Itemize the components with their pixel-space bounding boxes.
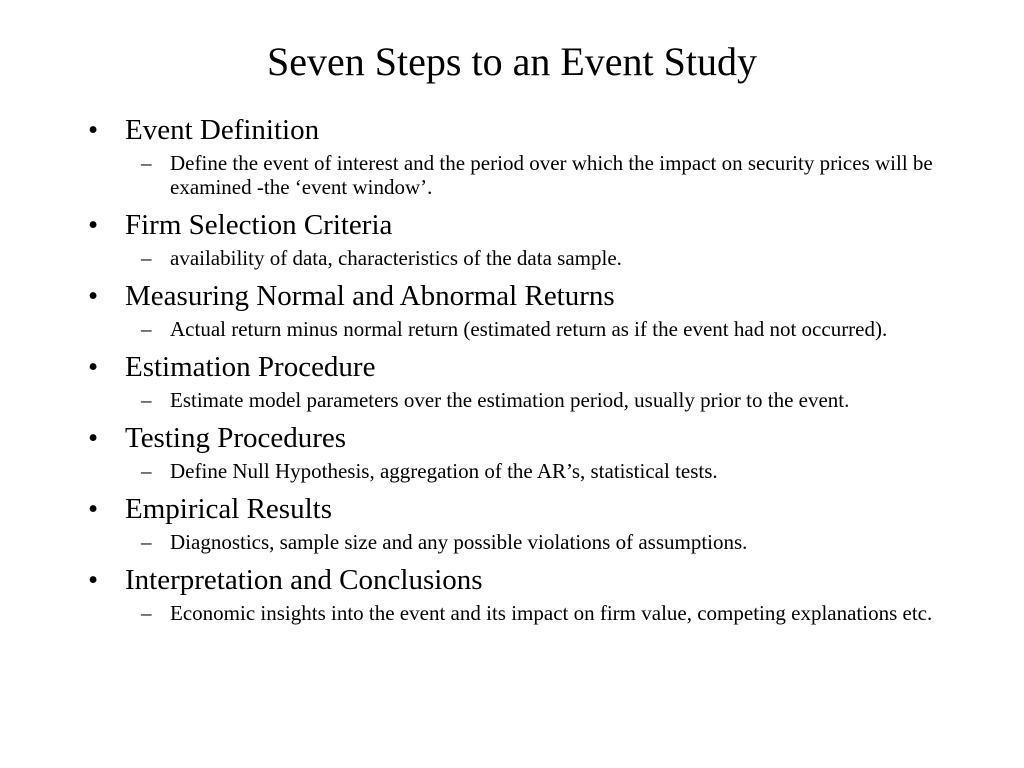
bullet-item-event-definition [88,111,948,199]
sub-bullet-item [88,459,948,483]
bullet-heading: Estimation Procedure [125,351,376,383]
bullet-heading: Testing Procedures [125,422,347,454]
sub-bullet-item [88,388,948,412]
bullet-icon: • [88,114,99,146]
bullet-icon: • [88,351,99,383]
bullet-item-normal-abnormal-returns [88,277,948,341]
sub-bullet-item [88,246,948,270]
sub-bullet-text: Economic insights into the event and its impact on firm value, competing explanations etc. [170,601,933,625]
bullet-heading: Firm Selection Criteria [125,209,393,241]
sub-bullet-text: Define the event of interest and the period over which the impact on security prices will be examined -the ‘event window’. [170,151,933,199]
dash-icon: – [141,151,152,175]
dash-icon: – [141,530,152,554]
sub-bullet-item [88,151,948,199]
sub-bullet-text: Estimate model parameters over the estimation period, usually prior to the event. [170,388,850,412]
bullet-item-estimation-procedure [88,348,948,412]
bullet-icon: • [88,422,99,454]
dash-icon: – [141,601,152,625]
sub-bullet-text: Actual return minus normal return (estimated return as if the event had not occurred). [170,317,888,341]
dash-icon: – [141,317,152,341]
sub-bullet-item [88,530,948,554]
bullet-heading: Event Definition [125,114,320,146]
bullet-icon: • [88,280,99,312]
bullet-icon: • [88,493,99,525]
bullet-heading: Interpretation and Conclusions [125,564,483,596]
dash-icon: – [141,388,152,412]
bullet-list [88,111,948,632]
slide-title: Seven Steps to an Event Study [267,39,757,84]
bullet-icon: • [88,209,99,241]
sub-bullet-text: availability of data, characteristics of the data sample. [170,246,622,270]
bullet-item-testing-procedures [88,419,948,483]
bullet-heading: Measuring Normal and Abnormal Returns [125,280,615,312]
bullet-item-interpretation-conclusions [88,561,948,625]
dash-icon: – [141,246,152,270]
sub-bullet-text: Define Null Hypothesis, aggregation of the AR’s, statistical tests. [170,459,718,483]
bullet-item-empirical-results [88,490,948,554]
sub-bullet-item [88,601,948,625]
bullet-icon: • [88,564,99,596]
bullet-item-firm-selection [88,206,948,270]
sub-bullet-text: Diagnostics, sample size and any possible violations of assumptions. [170,530,748,554]
bullet-heading: Empirical Results [125,493,332,525]
sub-bullet-item [88,317,948,341]
dash-icon: – [141,459,152,483]
